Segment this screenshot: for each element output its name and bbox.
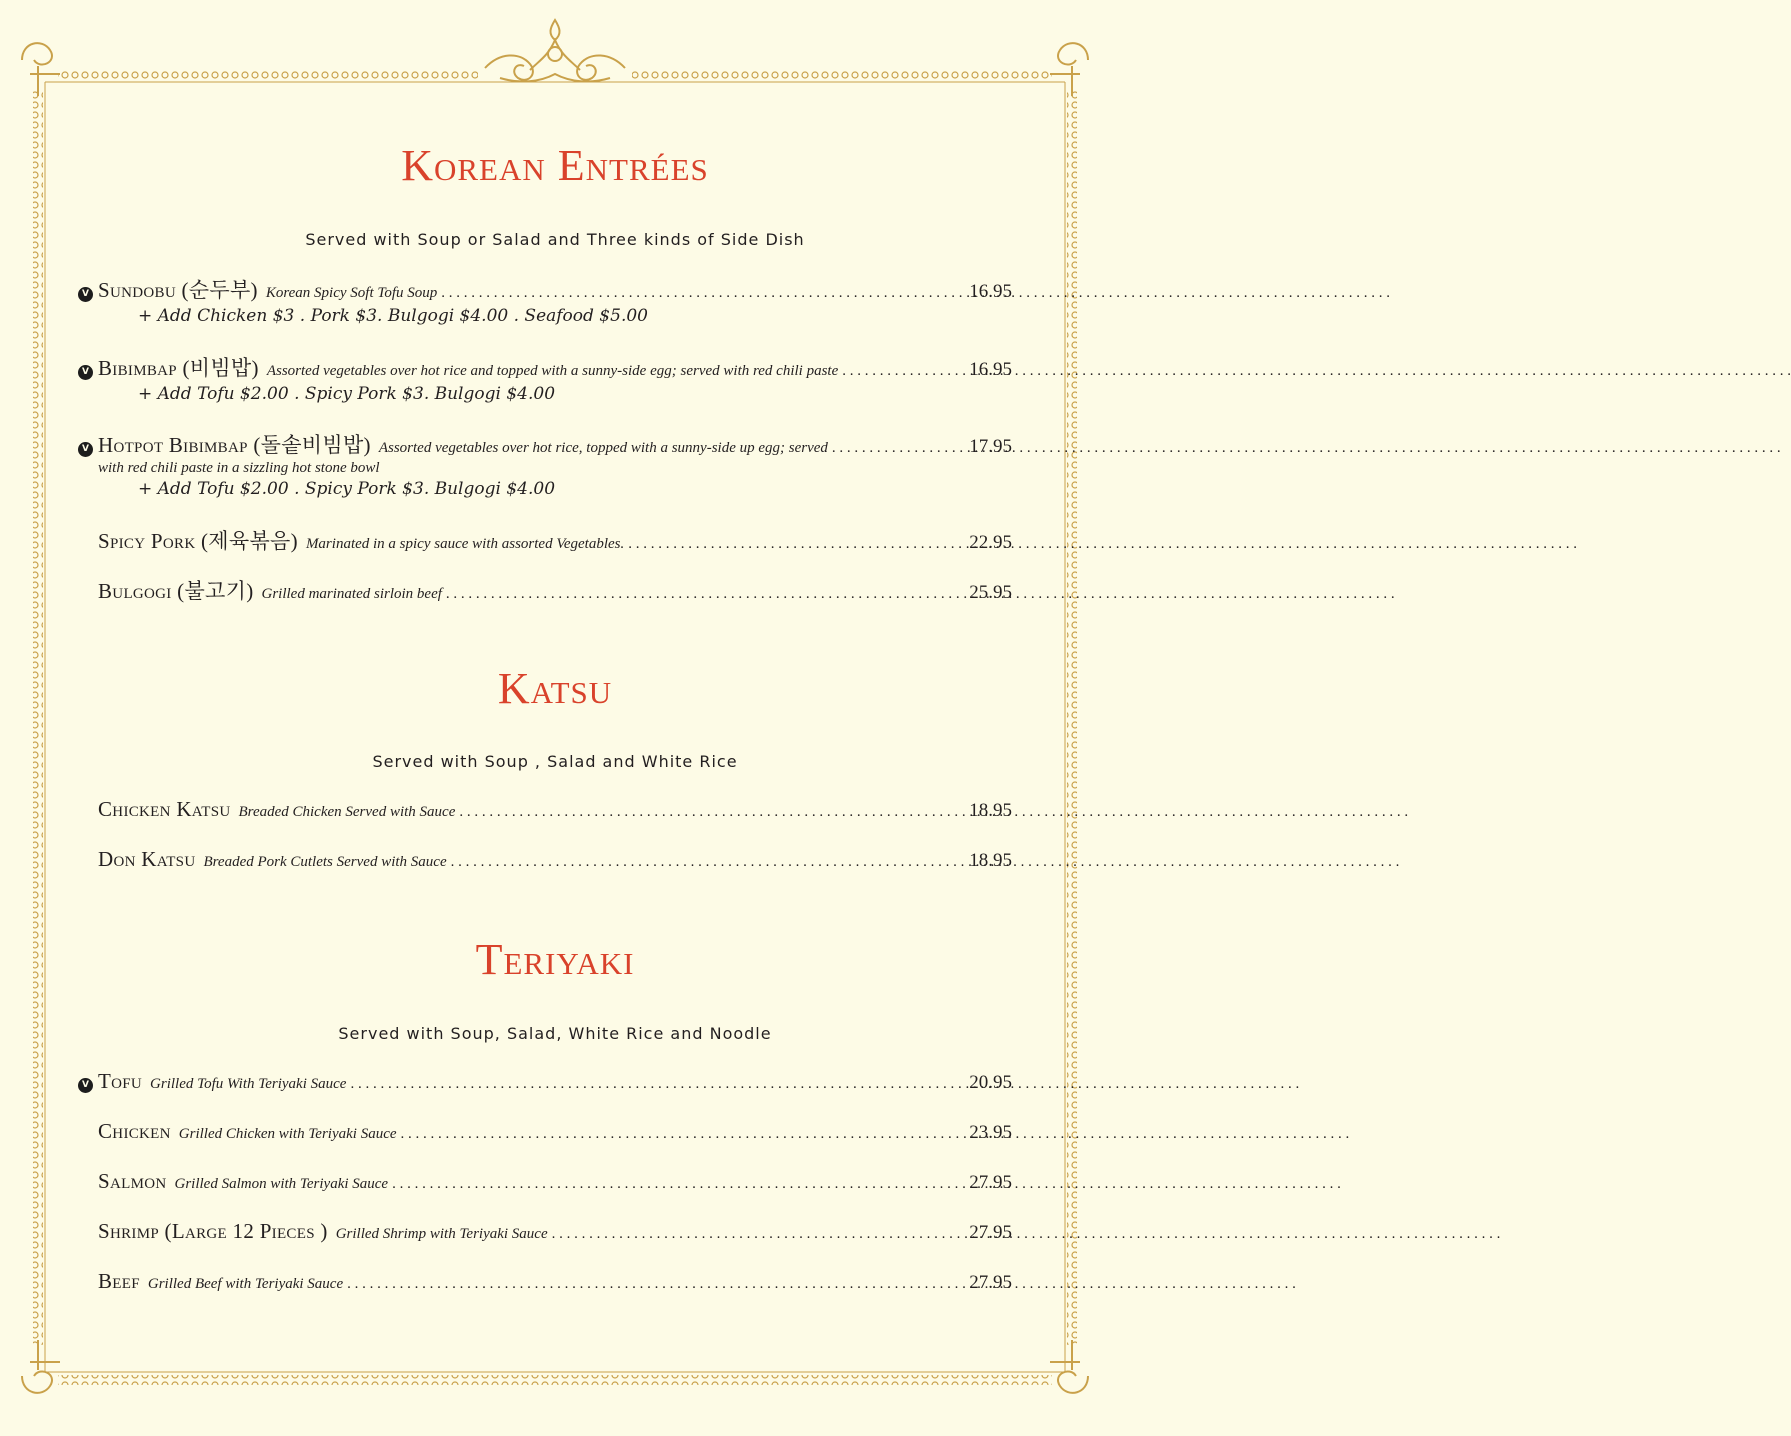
dot-leader <box>446 586 965 603</box>
dot-leader <box>832 440 965 457</box>
item-name: Beef <box>98 1269 140 1293</box>
item-price: 17.95 <box>969 436 1012 457</box>
menu-item-hotpot-bibimbap <box>78 429 1012 499</box>
dot-leader <box>401 1126 966 1143</box>
item-name: Sundobu (순두부) <box>98 278 258 302</box>
item-description: Assorted vegetables over hot rice, topped with a sunny-side up egg; served <box>378 440 828 456</box>
section-subtitle: Served with Soup, Salad, White Rice and Noodle <box>338 1024 772 1043</box>
item-name: Hotpot Bibimbap (돌솥비빔밥) <box>98 433 371 457</box>
item-name: Bulgogi (불고기) <box>98 579 254 603</box>
item-description: Marinated in a spicy sauce with assorted Vegetables. <box>305 536 625 552</box>
dot-leader <box>552 1226 966 1243</box>
item-name: Salmon <box>98 1169 167 1193</box>
menu-item-shrimp <box>78 1219 1012 1244</box>
menu-item-bulgogi <box>78 575 1012 605</box>
dot-leader <box>441 285 965 302</box>
dot-leader <box>451 854 966 871</box>
item-addons: + Add Tofu $2.00 . Spicy Pork $3. Bulgogi $4.00 <box>138 384 556 404</box>
item-price: 18.95 <box>969 800 1012 821</box>
item-description: Grilled Shrimp with Teriyaki Sauce <box>335 1226 548 1242</box>
menu-item-sundobu <box>78 274 1012 326</box>
item-description: Grilled Chicken with Teriyaki Sauce <box>178 1126 397 1142</box>
section-title-korean-entrees: Korean Entrées <box>401 141 709 190</box>
item-description-continued: with red chili paste in a sizzling hot stone bowl <box>98 460 380 476</box>
item-name: Chicken <box>98 1119 171 1143</box>
item-description: Assorted vegetables over hot rice and topped with a sunny-side egg; served with red chili paste <box>266 363 839 379</box>
vegan-badge-icon: V <box>78 442 93 457</box>
item-price: 27.95 <box>969 1222 1012 1243</box>
dot-leader <box>628 536 965 553</box>
menu-item-beef <box>78 1269 1012 1294</box>
section-title-katsu: Katsu <box>497 664 613 713</box>
item-name: Spicy Pork (제육볶음) <box>98 529 298 553</box>
section-subtitle: Served with Soup or Salad and Three kinds of Side Dish <box>305 230 805 249</box>
item-name: Chicken Katsu <box>98 797 231 821</box>
item-name: Bibimbap (비빔밥) <box>98 356 259 380</box>
item-name: Shrimp (Large 12 Pieces ) <box>98 1219 328 1243</box>
dot-leader <box>392 1176 965 1193</box>
item-addons: + Add Tofu $2.00 . Spicy Pork $3. Bulgogi $4.00 <box>138 479 556 499</box>
dot-leader <box>350 1076 965 1093</box>
item-price: 16.95 <box>969 359 1012 380</box>
item-price: 23.95 <box>969 1122 1012 1143</box>
menu-item-don-katsu <box>78 847 1012 872</box>
menu-item-spicy-pork <box>78 525 1012 555</box>
item-description: Grilled Salmon with Teriyaki Sauce <box>174 1176 389 1192</box>
item-price: 25.95 <box>969 582 1012 603</box>
vegan-badge-icon: V <box>78 365 93 380</box>
dot-leader <box>459 804 965 821</box>
menu-item-tofu <box>78 1069 1012 1094</box>
top-ornament <box>485 20 625 81</box>
item-name: Tofu <box>98 1069 143 1093</box>
item-description: Breaded Chicken Served with Sauce <box>238 804 456 820</box>
vegan-badge-icon: V <box>78 1078 93 1093</box>
menu-item-chicken-katsu <box>78 797 1012 822</box>
dot-leader <box>842 363 965 380</box>
item-price: 16.95 <box>969 281 1012 302</box>
item-description: Grilled marinated sirloin beef <box>261 586 442 602</box>
dot-leader <box>347 1276 965 1293</box>
section-subtitle: Served with Soup , Salad and White Rice <box>372 752 738 771</box>
item-addons: + Add Chicken $3 . Pork $3. Bulgogi $4.00 . Seafood $5.00 <box>138 306 648 326</box>
menu-item-salmon <box>78 1169 1012 1194</box>
item-description: Grilled Tofu With Teriyaki Sauce <box>150 1076 347 1092</box>
item-price: 18.95 <box>969 850 1012 871</box>
item-price: 22.95 <box>969 532 1012 553</box>
vegan-badge-icon: V <box>78 287 93 302</box>
item-name: Don Katsu <box>98 847 196 871</box>
item-price: 27.95 <box>969 1172 1012 1193</box>
menu-item-bibimbap <box>78 352 1012 404</box>
item-price: 27.95 <box>969 1272 1012 1293</box>
item-description: Korean Spicy Soft Tofu Soup <box>265 285 438 301</box>
item-description: Breaded Pork Cutlets Served with Sauce <box>203 854 447 870</box>
menu-item-chicken-teriyaki <box>78 1119 1012 1144</box>
item-description: Grilled Beef with Teriyaki Sauce <box>147 1276 344 1292</box>
section-title-teriyaki: Teriyaki <box>475 935 635 984</box>
item-price: 20.95 <box>969 1072 1012 1093</box>
